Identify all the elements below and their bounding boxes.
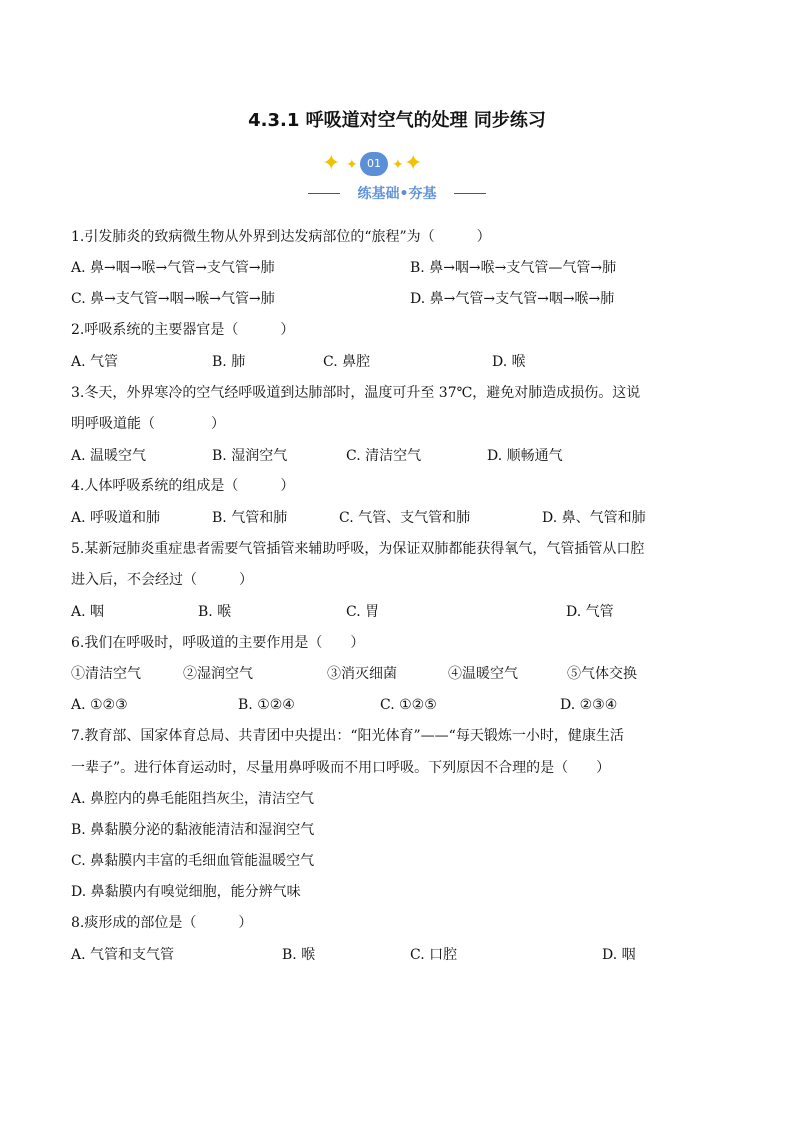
question-4-option-a: A. 呼吸道和肺 [71, 510, 161, 526]
divider [454, 193, 486, 194]
question-6-item-3: ③消灭细菌 [327, 666, 397, 682]
question-1-option-b: B. 鼻→咽→喉→支气管—气管→肺 [410, 260, 617, 276]
question-4-stem: 4.人体呼吸系统的组成是（ ） [71, 478, 295, 494]
question-5-stem-line-1: 5.某新冠肺炎重症患者需要气管插管来辅助呼吸，为保证双肺都能获得氧气，气管插管从口腔 [71, 541, 645, 557]
section-heading [0, 183, 794, 205]
question-6-item-1: ①清洁空气 [71, 666, 141, 682]
section-number-badge: 01 [360, 152, 388, 176]
page-title: 4.3.1 呼吸道对空气的处理 同步练习 [248, 110, 546, 131]
question-4-option-c: C. 气管、支气管和肺 [339, 510, 471, 526]
question-7-stem-line-2: 一辈子”。进行体育运动时，尽量用鼻呼吸而不用口呼吸。下列原因不合理的是（ ） [71, 760, 611, 776]
question-8-stem: 8.痰形成的部位是（ ） [71, 915, 253, 931]
question-3-option-b: B. 湿润空气 [212, 448, 288, 464]
question-7-option-c: C. 鼻黏膜内丰富的毛细血管能温暖空气 [71, 853, 315, 869]
star-icon: ✦ [404, 151, 423, 176]
section-title: 练基础•夯基 [357, 186, 437, 202]
question-6-option-b: B. ①②④ [238, 697, 295, 713]
question-6-option-a: A. ①②③ [71, 697, 128, 713]
question-2-option-d: D. 喉 [492, 354, 526, 370]
question-3-option-a: A. 温暖空气 [71, 448, 147, 464]
star-icon: ✦ [346, 157, 358, 173]
question-6-item-5: ⑤气体交换 [567, 666, 637, 682]
question-6-stem: 6.我们在呼吸时，呼吸道的主要作用是（ ） [71, 635, 365, 651]
question-5-option-d: D. 气管 [566, 604, 614, 620]
question-3-option-d: D. 顺畅通气 [487, 448, 563, 464]
question-5-stem-line-2: 进入后，不会经过（ ） [71, 572, 253, 588]
question-1-option-d: D. 鼻→气管→支气管→咽→喉→肺 [410, 291, 615, 307]
question-8-option-c: C. 口腔 [410, 947, 458, 963]
question-2-stem: 2.呼吸系统的主要器官是（ ） [71, 322, 295, 338]
question-3-option-c: C. 清洁空气 [346, 448, 422, 464]
question-7-option-d: D. 鼻黏膜内有嗅觉细胞，能分辨气味 [71, 884, 301, 900]
question-1-stem: 1.引发肺炎的致病微生物从外界到达发病部位的“旅程”为（ ） [71, 229, 491, 245]
divider [308, 193, 340, 194]
section-badge-decoration [320, 150, 430, 180]
star-icon: ✦ [392, 157, 404, 173]
question-5-option-b: B. 喉 [198, 604, 232, 620]
question-4-option-b: B. 气管和肺 [212, 510, 288, 526]
question-7-option-b: B. 鼻黏膜分泌的黏液能清洁和湿润空气 [71, 822, 315, 838]
question-6-item-2: ②湿润空气 [183, 666, 253, 682]
question-5-option-a: A. 咽 [71, 604, 105, 620]
question-3-stem-line-2: 明呼吸道能（ ） [71, 416, 225, 432]
question-1-option-a: A. 鼻→咽→喉→气管→支气管→肺 [71, 260, 275, 276]
question-2-option-b: B. 肺 [212, 354, 246, 370]
question-7-option-a: A. 鼻腔内的鼻毛能阻挡灰尘，清洁空气 [71, 791, 315, 807]
question-7-stem-line-1: 7.教育部、国家体育总局、共青团中央提出：“阳光体育”——“每天锻炼一小时，健康生活 [71, 728, 624, 744]
question-4-option-d: D. 鼻、气管和肺 [542, 510, 646, 526]
question-8-option-d: D. 咽 [602, 947, 636, 963]
question-3-stem-line-1: 3.冬天，外界寒冷的空气经呼吸道到达肺部时，温度可升至 37℃，避免对肺造成损伤。这说 [71, 385, 641, 401]
question-8-option-b: B. 喉 [282, 947, 316, 963]
question-2-option-a: A. 气管 [71, 354, 119, 370]
question-5-option-c: C. 胃 [346, 604, 380, 620]
question-6-option-c: C. ①②⑤ [380, 697, 437, 713]
question-2-option-c: C. 鼻腔 [323, 354, 371, 370]
question-6-item-4: ④温暖空气 [448, 666, 518, 682]
question-6-option-d: D. ②③④ [560, 697, 618, 713]
star-icon: ✦ [322, 151, 341, 176]
question-1-option-c: C. 鼻→支气管→咽→喉→气管→肺 [71, 291, 275, 307]
question-8-option-a: A. 气管和支气管 [71, 947, 175, 963]
